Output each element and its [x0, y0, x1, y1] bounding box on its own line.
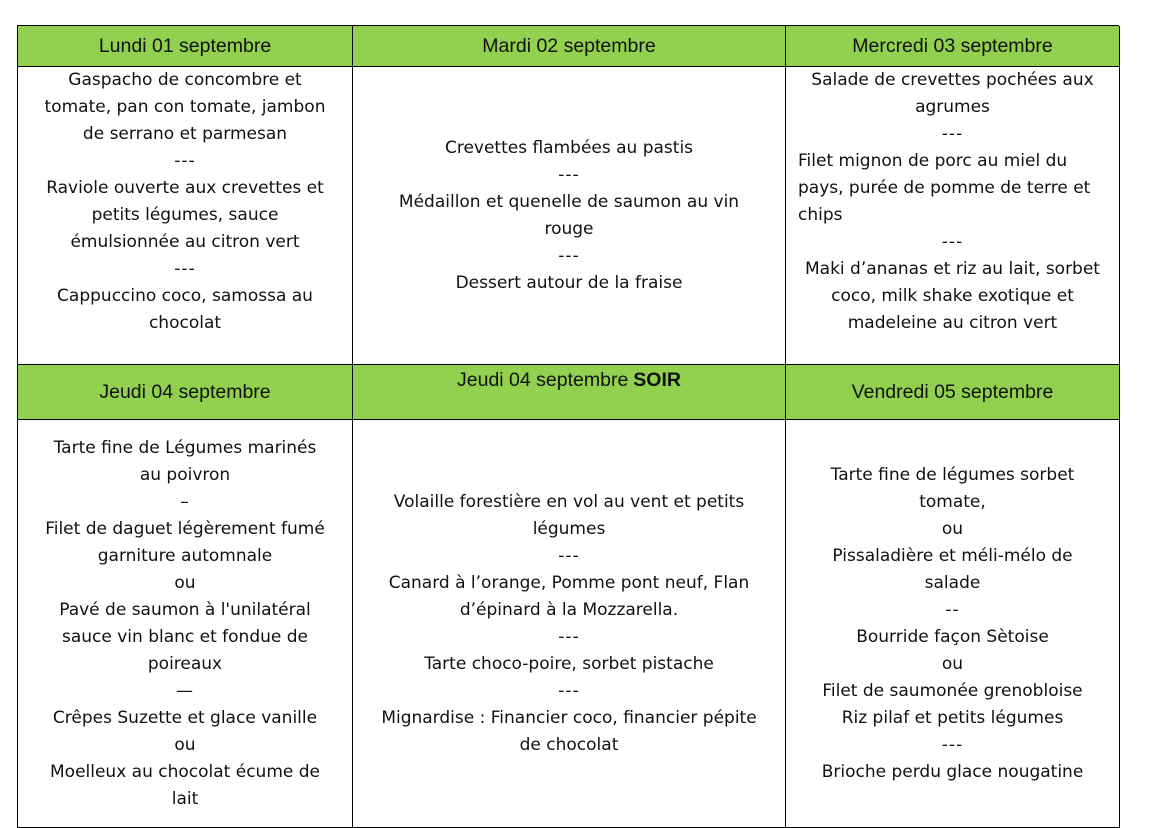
menu-line: --- [558, 164, 580, 185]
menu-cell-vendredi [786, 420, 1120, 828]
menu-cell-jeudi [18, 420, 353, 828]
menu-line: coco, milk shake exotique et [831, 286, 1074, 306]
menu-line: rouge [544, 218, 594, 239]
menu-line: Cappuccino coco, samossa au [57, 286, 313, 306]
day-header-label: Lundi 01 septembre [98, 34, 272, 57]
menu-line: Pissaladière et méli-mélo de [832, 545, 1073, 566]
menu-line: --- [174, 151, 196, 171]
day-header-jeudi-soir [353, 365, 786, 420]
day-header-label: Vendredi 05 septembre [851, 380, 1054, 403]
menu-line: Maki d’ananas et riz au lait, sorbet [805, 259, 1100, 279]
menu-line: --- [941, 734, 964, 755]
menu-line: tomate, [919, 491, 986, 512]
menu-line: --- [558, 245, 580, 266]
day-header-label: Mardi 02 septembre [482, 34, 656, 57]
menu-line: sauce vin blanc et fondue de [61, 626, 309, 647]
menu-line: poireaux [147, 653, 223, 674]
menu-line: lait [171, 788, 199, 809]
menu-line: Tarte choco-poire, sorbet pistache [424, 653, 714, 674]
menu-line: agrumes [915, 97, 990, 117]
menu-line: ou [174, 734, 196, 755]
menu-line: ou [941, 653, 964, 674]
menu-line: – [180, 491, 190, 512]
menu-line: Canard à l’orange, Pomme pont neuf, Flan [388, 572, 750, 593]
menu-line: — [176, 680, 194, 701]
day-header-mercredi [786, 26, 1120, 67]
menu-line: -- [945, 599, 960, 620]
soir-label: SOIR [633, 369, 681, 391]
menu-line: Filet de saumonée grenobloise [822, 680, 1083, 701]
menu-line: --- [174, 259, 196, 279]
menu-line: Salade de crevettes pochées aux [811, 70, 1094, 90]
menu-line: Moelleux au chocolat écume de [50, 761, 320, 782]
menu-line: petits légumes, sauce [91, 205, 279, 225]
menu-line: --- [558, 545, 580, 566]
menu-line: salade [924, 572, 981, 593]
menu-line: Tarte fine de Légumes marinés [53, 437, 317, 458]
day-header-label: Jeudi 04 septembre [99, 380, 271, 403]
menu-line: Riz pilaf et petits légumes [841, 707, 1064, 728]
menu-line: d’épinard à la Mozzarella. [459, 599, 679, 620]
menu-line: pays, purée de pomme de terre et [798, 178, 1091, 198]
menu-line: chips [798, 205, 843, 225]
menu-line: Gaspacho de concombre et [68, 70, 302, 90]
menu-line: de chocolat [519, 734, 619, 755]
day-header-mardi [353, 26, 786, 67]
menu-line: légumes [532, 518, 606, 539]
menu-line: Mignardise : Financier coco, financier pépite [381, 707, 757, 728]
day-header-label: Jeudi 04 septembre [457, 369, 629, 391]
day-header-jeudi [18, 365, 353, 420]
menu-cell-jeudi-soir [353, 420, 786, 828]
menu-cell-mardi [353, 67, 786, 365]
menu-line: Volaille forestière en vol au vent et petits [393, 491, 745, 512]
menu-line: Filet de daguet légèrement fumé [45, 518, 325, 539]
menu-line: Médaillon et quenelle de saumon au vin [398, 191, 740, 212]
menu-cell-mercredi [786, 67, 1120, 365]
menu-line: chocolat [148, 313, 222, 333]
menu-line: Bourride façon Sètoise [856, 626, 1049, 647]
menu-line: madeleine au citron vert [847, 313, 1058, 333]
day-header-vendredi [786, 365, 1120, 420]
menu-cell-lundi [18, 67, 353, 365]
menu-line: de serrano et parmesan [82, 124, 288, 144]
day-header-label: Mercredi 03 septembre [852, 34, 1053, 57]
menu-line: Filet mignon de porc au miel du [798, 151, 1068, 171]
menu-line: --- [941, 124, 964, 144]
menu-line: au poivron [139, 464, 231, 485]
menu-line: Tarte fine de légumes sorbet [830, 464, 1075, 485]
day-header-lundi [18, 26, 353, 67]
weekly-menu-table [17, 25, 1119, 828]
menu-line: Pavé de saumon à l'unilatéral [59, 599, 311, 620]
menu-line: Dessert autour de la fraise [455, 272, 683, 293]
menu-line: --- [941, 232, 964, 252]
menu-line: ou [174, 572, 196, 593]
menu-line: émulsionnée au citron vert [70, 232, 300, 252]
menu-line: --- [558, 680, 580, 701]
menu-line: Crêpes Suzette et glace vanille [52, 707, 318, 728]
menu-line: garniture automnale [97, 545, 273, 566]
menu-line: Crevettes flambées au pastis [444, 137, 694, 158]
menu-line: Raviole ouverte aux crevettes et [46, 178, 324, 198]
menu-line: tomate, pan con tomate, jambon [44, 97, 326, 117]
menu-line: --- [558, 626, 580, 647]
menu-line: Brioche perdu glace nougatine [821, 761, 1084, 782]
menu-line: ou [941, 518, 964, 539]
